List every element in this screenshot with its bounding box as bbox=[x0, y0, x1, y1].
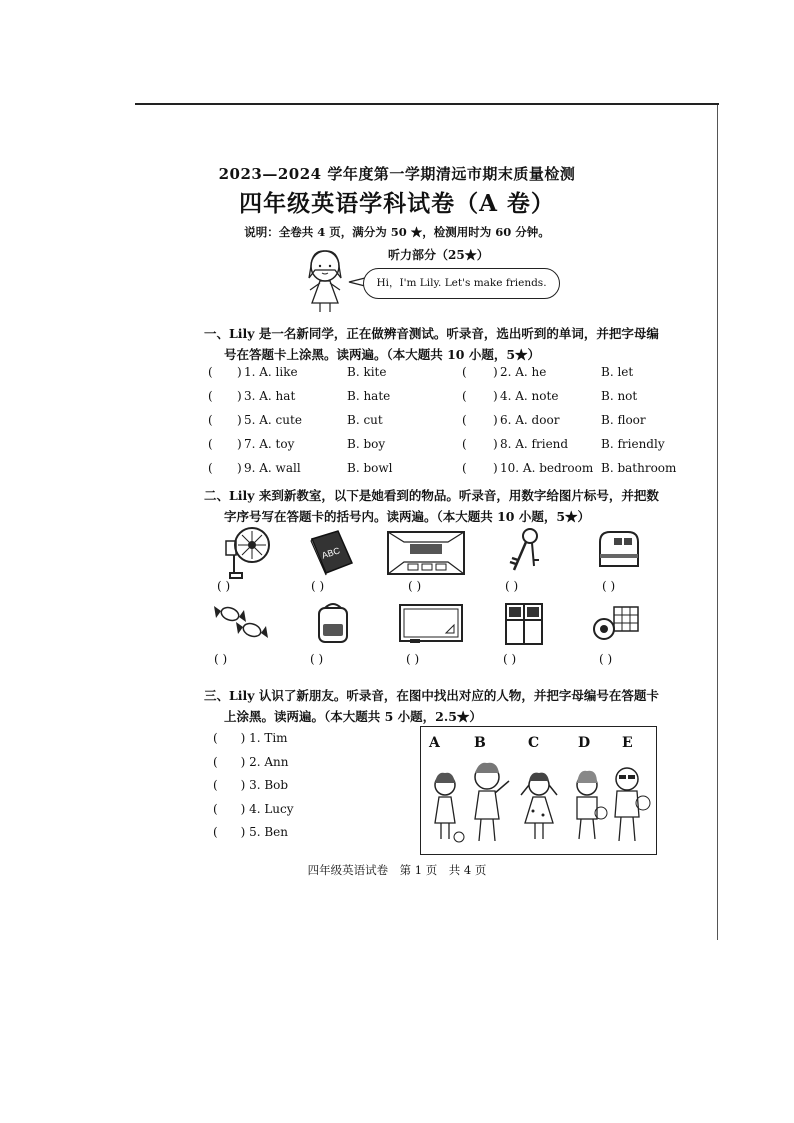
section1-line2: 号在答题卡上涂黑。读两遍。（本大题共 10 小题，5★） bbox=[224, 347, 541, 362]
section2-line1: 二、Lily 来到新教室，以下是她看到的物品。听录音，用数字给图片标号，并把数 bbox=[204, 488, 659, 503]
section3-line1: 三、Lily 认识了新朋友。听录音，在图中找出对应的人物，并把字母编号在答题卡 bbox=[204, 688, 659, 703]
child-b bbox=[475, 763, 509, 841]
section3-items: ( ) 1. Tim ( ) 2. Ann ( ) 3. Bob ( ) 4. Lucy ( ) 5. Ben bbox=[213, 731, 294, 839]
blank-paren: ( ) bbox=[602, 579, 616, 593]
section1-questions bbox=[0, 365, 794, 485]
book-label: ABC bbox=[320, 545, 342, 561]
answer-paren-open: ( bbox=[208, 365, 213, 379]
lunchbox-icon bbox=[596, 528, 642, 572]
schoolbag-icon bbox=[313, 600, 353, 646]
fan-icon bbox=[220, 525, 276, 581]
letter-a: A bbox=[429, 735, 440, 751]
answer-paren-open: ( bbox=[462, 365, 467, 379]
answer-paren-open: ( bbox=[208, 389, 213, 403]
letter-d: D bbox=[578, 735, 591, 751]
item-lucy: 4. Lucy bbox=[249, 801, 294, 816]
book-icon bbox=[308, 527, 356, 577]
answer-paren-close: ) bbox=[237, 461, 242, 475]
answer-paren-close: ) bbox=[237, 437, 242, 451]
letter-b: B bbox=[474, 735, 486, 751]
q5-option-a: 5. A. cute bbox=[244, 413, 302, 427]
window-icon bbox=[504, 602, 544, 646]
answer-paren-close: ) bbox=[237, 413, 242, 427]
blank-paren: ( ) bbox=[310, 652, 324, 666]
answer-paren-close: ) bbox=[237, 365, 242, 379]
q4-option-a: 4. A. note bbox=[500, 389, 559, 403]
section3-line2: 上涂黑。读两遍。（本大题共 5 小题，2.5★） bbox=[224, 709, 482, 724]
q6-option-b: B. floor bbox=[601, 413, 646, 427]
answer-paren-open: ( bbox=[462, 389, 467, 403]
item-bob: 3. Bob bbox=[249, 778, 289, 792]
friends-picture-box bbox=[420, 726, 657, 855]
exam-title-line1: 2023—2024 学年度第一学期清远市期末质量检测 bbox=[218, 165, 576, 183]
q9-option-b: B. bowl bbox=[347, 461, 393, 475]
answer-paren-open: ( bbox=[462, 413, 467, 427]
q6-option-a: 6. A. door bbox=[500, 413, 560, 427]
top-rule bbox=[135, 103, 719, 105]
q2-option-b: B. let bbox=[601, 365, 634, 379]
answer-paren-close: ) bbox=[493, 437, 498, 451]
letter-c: C bbox=[528, 735, 540, 751]
q8-option-a: 8. A. friend bbox=[500, 437, 569, 451]
q8-option-b: B. friendly bbox=[601, 437, 665, 451]
girl-lily-illustration bbox=[298, 248, 352, 314]
letter-e: E bbox=[622, 735, 633, 751]
answer-paren-open: ( bbox=[208, 437, 213, 451]
answer-paren-open: ( bbox=[462, 461, 467, 475]
q5-option-b: B. cut bbox=[347, 413, 383, 427]
blank-paren: ( ) bbox=[505, 579, 519, 593]
section3-instructions bbox=[204, 685, 684, 727]
q3-option-a: 3. A. hat bbox=[244, 389, 296, 403]
blank-paren: ( ) bbox=[599, 652, 613, 666]
item-ann: 2. Ann bbox=[249, 754, 289, 769]
speech-bubble: Hi，I'm Lily. Let's make friends. bbox=[363, 268, 560, 299]
q9-option-a: 9. A. wall bbox=[244, 461, 301, 475]
answer-paren-close: ) bbox=[493, 389, 498, 403]
q1-option-b: B. kite bbox=[347, 365, 387, 379]
section2-line2: 字序号写在答题卡的括号内。读两遍。（本大题共 10 小题，5★） bbox=[224, 509, 591, 524]
section2-instructions bbox=[204, 485, 684, 527]
blank-paren: ( ) bbox=[406, 652, 420, 666]
q10-option-a: 10. A. bedroom bbox=[500, 461, 594, 475]
blank-paren: ( ) bbox=[217, 579, 231, 593]
section1-instructions bbox=[204, 323, 684, 365]
q1-option-a: 1. A. like bbox=[244, 365, 298, 379]
blackboard-icon bbox=[398, 603, 464, 645]
q3-option-b: B. hate bbox=[347, 389, 391, 403]
classroom-icon bbox=[386, 530, 466, 576]
exam-note: 说明：全卷共 4 页，满分为 50 ★，检测用时为 60 分钟。 bbox=[244, 225, 550, 239]
answer-paren-close: ) bbox=[493, 365, 498, 379]
answer-paren-close: ) bbox=[237, 389, 242, 403]
blank-paren: ( ) bbox=[503, 652, 517, 666]
q10-option-b: B. bathroom bbox=[601, 461, 677, 475]
blank-paren: ( ) bbox=[311, 579, 325, 593]
answer-paren-open: ( bbox=[208, 413, 213, 427]
page-footer: 四年级英语试卷 第 1 页 共 4 页 bbox=[307, 863, 487, 877]
answer-paren-open: ( bbox=[208, 461, 213, 475]
item-ben: 5. Ben bbox=[249, 825, 288, 839]
section1-line1: 一、Lily 是一名新同学，正在做辨音测试。听录音，选出听到的单词，并把字母编 bbox=[204, 326, 659, 341]
q4-option-b: B. not bbox=[601, 389, 638, 403]
answer-paren-close: ) bbox=[493, 413, 498, 427]
exam-title: 四年级英语学科试卷（A 卷） bbox=[239, 190, 555, 217]
child-e bbox=[615, 768, 650, 841]
child-a bbox=[435, 773, 464, 842]
answer-paren-close: ) bbox=[493, 461, 498, 475]
candy-icon bbox=[210, 600, 272, 644]
listening-label: 听力部分（25★） bbox=[388, 248, 489, 262]
toys-icon bbox=[590, 601, 642, 645]
keys-icon bbox=[504, 526, 544, 576]
child-d bbox=[577, 771, 607, 839]
blank-paren: ( ) bbox=[214, 652, 228, 666]
q7-option-a: 7. A. toy bbox=[244, 437, 295, 451]
child-c bbox=[521, 773, 557, 839]
item-tim: 1. Tim bbox=[249, 731, 288, 745]
q2-option-a: 2. A. he bbox=[500, 365, 547, 379]
answer-paren-open: ( bbox=[462, 437, 467, 451]
friends-illustration bbox=[421, 757, 653, 852]
q7-option-b: B. boy bbox=[347, 437, 386, 451]
blank-paren: ( ) bbox=[408, 579, 422, 593]
